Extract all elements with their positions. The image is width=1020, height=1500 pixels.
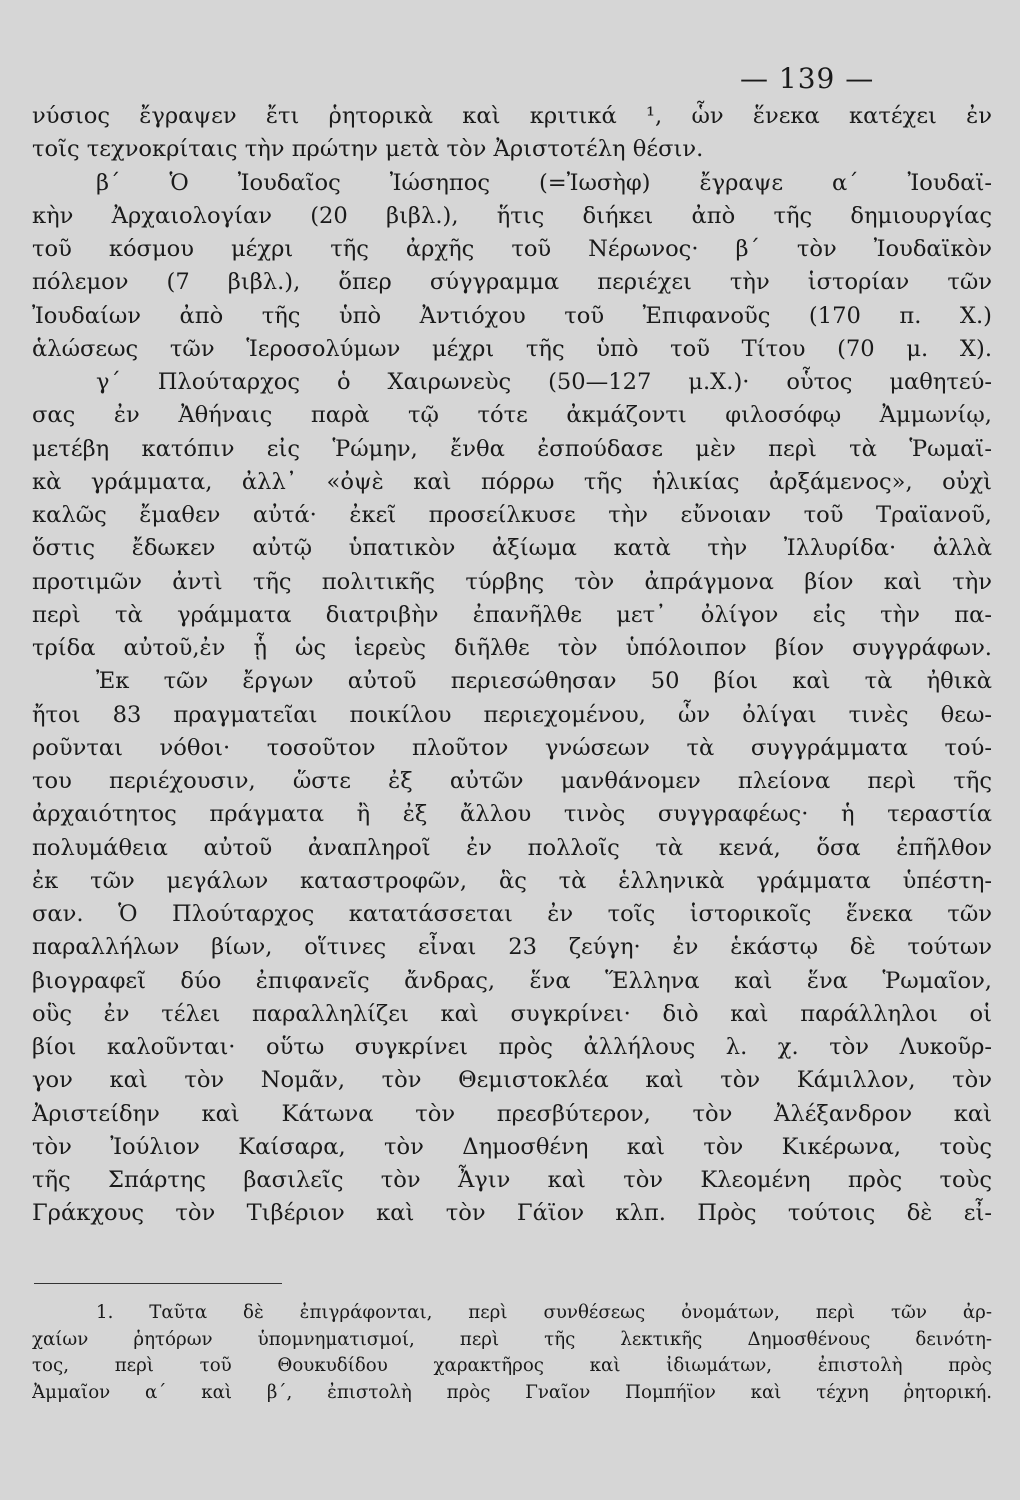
text-line: ἤτοι 83 πραγματεῖαι ποικίλου περιεχομένου, ὧν ὀλίγαι τινὲς θεω- [32, 701, 992, 728]
footnotes [32, 1300, 992, 1406]
text-line: Ἐκ τῶν ἔργων αὐτοῦ περιεσώθησαν 50 βίοι καὶ τὰ ἠθικὰ [96, 668, 992, 695]
text-line: περὶ τὰ γράμματα διατριβὴν ἐπανῆλθε μετ᾽ ὀλίγον εἰς τὴν πα- [32, 601, 992, 628]
text-line: βιογραφεῖ δύο ἐπιφανεῖς ἄνδρας, ἕνα Ἕλληνα καὶ ἕνα Ῥωμαῖον, [32, 967, 992, 994]
text-line: ὅστις ἔδωκεν αὐτῷ ὑπατικὸν ἀξίωμα κατὰ τὴν Ἰλλυρίδα· ἀλλὰ [32, 535, 992, 562]
text-line: ἐκ τῶν μεγάλων καταστροφῶν, ἃς τὰ ἑλληνικὰ γράμματα ὑπέστη- [32, 867, 992, 894]
footnote-line: Ἀμμαῖον α΄ καὶ β΄, ἐπιστολὴ πρὸς Γναῖον Πομπήϊον καὶ τέχνη ῥητορική. [32, 1381, 992, 1403]
text-line: βίοι καλοῦνται· οὕτω συγκρίνει πρὸς ἀλλήλους λ. χ. τὸν Λυκοῦρ- [32, 1034, 992, 1060]
text-line: κὴν Ἀρχαιολογίαν (20 βιβλ.), ἥτις διήκει ἀπὸ τῆς δημιουργίας [32, 202, 992, 229]
page-number: — 139 — [740, 62, 875, 95]
text-line: τῆς Σπάρτης βασιλεῖς τὸν Ἆγιν καὶ τὸν Κλεομένη πρὸς τοὺς [32, 1167, 992, 1193]
text-line: κὰ γράμματα, ἀλλ᾽ «ὀψὲ καὶ πόρρω τῆς ἡλικίας ἀρξάμενος», οὐχὶ [32, 468, 992, 495]
text-line: σας ἐν Ἀθήναις παρὰ τῷ τότε ἀκμάζοντι φιλοσόφῳ Ἀμμωνίῳ, [32, 402, 992, 429]
text-line: τοῖς τεχνοκρίταις τὴν πρώτην μετὰ τὸν Ἀριστοτέλη θέσιν. [32, 136, 704, 163]
text-line: ἀρχαιότητος πράγματα ἢ ἐξ ἄλλου τινὸς συγγραφέως· ἡ τεραστία [32, 801, 992, 828]
text-line: Ἰουδαίων ἀπὸ τῆς ὑπὸ Ἀντιόχου τοῦ Ἐπιφανοῦς (170 π. Χ.) [32, 302, 992, 329]
text-line: Γράκχους τὸν Τιβέριον καὶ τὸν Γάϊον κλπ. Πρὸς τούτοις δὲ εἶ- [32, 1200, 992, 1227]
text-line: γ΄ Πλούταρχος ὁ Χαιρωνεὺς (50—127 μ.Χ.)· οὗτος μαθητεύ- [96, 369, 992, 395]
text-line: προτιμῶν ἀντὶ τῆς πολιτικῆς τύρβης τὸν ἀπράγμονα βίον καὶ τὴν [32, 568, 992, 595]
text-line: μετέβη κατόπιν εἰς Ῥώμην, ἔνθα ἐσπούδασε μὲν περὶ τὰ Ῥωμαϊ- [32, 435, 992, 462]
text-line: τοῦ κόσμου μέχρι τῆς ἀρχῆς τοῦ Νέρωνος· β΄ τὸν Ἰουδαϊκὸν [32, 236, 992, 262]
text-line: οὓς ἐν τέλει παραλληλίζει καὶ συγκρίνει· διὸ καὶ παράλληλοι οἱ [32, 1000, 992, 1027]
text-line: γον καὶ τὸν Νομᾶν, τὸν Θεμιστοκλέα καὶ τὸν Κάμιλλον, τὸν [32, 1067, 992, 1094]
footnote-line: 1. Ταῦτα δὲ ἐπιγράφονται, περὶ συνθέσεως ὀνομάτων, περὶ τῶν ἀρ- [96, 1302, 992, 1323]
text-line: ροῦνται νόθοι· τοσοῦτον πλοῦτον γνώσεων τὰ συγγράμματα τού- [32, 734, 992, 761]
text-line: Ἀριστείδην καὶ Κάτωνα τὸν πρεσβύτερον, τὸν Ἀλέξανδρον καὶ [32, 1100, 992, 1127]
body-text [32, 100, 992, 1231]
text-line: πόλεμον (7 βιβλ.), ὅπερ σύγγραμμα περιέχει τὴν ἱστορίαν τῶν [32, 269, 992, 296]
text-line: σαν. Ὁ Πλούταρχος κατατάσσεται ἐν τοῖς ἱστορικοῖς ἕνεκα τῶν [32, 901, 992, 927]
footnote-rule [34, 1283, 282, 1284]
text-line: β΄ Ὁ Ἰουδαῖος Ἰώσηπος (=Ἰωσὴφ) ἔγραψε α΄ Ἰουδαϊ- [96, 169, 992, 196]
footnote-line: χαίων ῥητόρων ὑπομνηματισμοί, περὶ τῆς λεκτικῆς Δημοσθένους δεινότη- [32, 1328, 992, 1350]
text-line: νύσιος ἔγραψεν ἔτι ῥητορικὰ καὶ κριτικά ¹, ὧν ἕνεκα κατέχει ἐν [32, 103, 992, 129]
text-line: ἁλώσεως τῶν Ἱεροσολύμων μέχρι τῆς ὑπὸ τοῦ Τίτου (70 μ. Χ). [32, 335, 992, 362]
text-line: καλῶς ἔμαθεν αὐτά· ἐκεῖ προσείλκυσε τὴν εὔνοιαν τοῦ Τραϊανοῦ, [32, 502, 992, 528]
text-line: πολυμάθεια αὐτοῦ ἀναπληροῖ ἐν πολλοῖς τὰ κενά, ὅσα ἐπῆλθον [32, 834, 992, 861]
footnote-line: τος, περὶ τοῦ Θουκυδίδου χαρακτῆρος καὶ ἰδιωμάτων, ἐπιστολὴ πρὸς [32, 1355, 992, 1376]
text-line: παραλλήλων βίων, οἵτινες εἶναι 23 ζεύγη· ἐν ἑκάστῳ δὲ τούτων [32, 934, 992, 961]
text-line: του περιέχουσιν, ὥστε ἐξ αὐτῶν μανθάνομεν πλείονα περὶ τῆς [32, 768, 992, 794]
text-line: τρίδα αὐτοῦ,ἐν ᾗ ὡς ἱερεὺς διῆλθε τὸν ὑπόλοιπον βίον συγγράφων. [32, 635, 992, 661]
text-line: τὸν Ἰούλιον Καίσαρα, τὸν Δημοσθένη καὶ τὸν Κικέρωνα, τοὺς [32, 1133, 992, 1160]
